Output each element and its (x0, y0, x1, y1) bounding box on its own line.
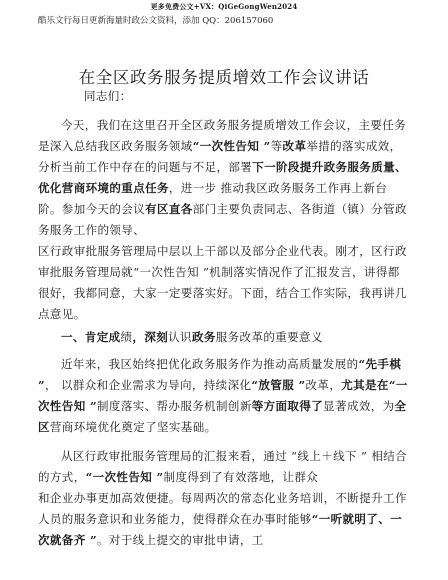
paragraph-3: 近年来，我区始终把优化政务服务作为推动高质量发展的“先手棋 ”， 以群众和企业需求为导向，持续深化“放管服 ”改革，尤其是在“一次性告知 ”制度落实、帮办服务机制创新等方面取得了显著成效，为全区营商环境优化奠定了坚实基础。 (38, 357, 408, 434)
bold-phrase: 全区 (38, 399, 407, 434)
bold-phrase: “一次性告知 ” (85, 470, 164, 484)
bold-phrase: 等方面取得了 (251, 399, 324, 413)
paragraph-5: 和企业办事更加高效便捷。每周两次的常态化业务培训，不断提升工作人员的服务意识和业务能力，使得群众在办事时能够“一听就明了、一次就备齐 ”。对于线上提交的审批申请，工 (38, 491, 407, 547)
paragraph-2: 区行政审批服务管理局中层以上干部以及部分企业代表。刚才，区行政审批服务管理局就“一次性告知 ”机制落实情况作了汇报发言，讲得都很好，我都同意，大家一定要落实好。下面，结合工作实际，我再讲几点意见。 (38, 244, 407, 321)
bold-phrase: 下一阶段提升政务服务质量、优化营商环境的重点任务 (38, 160, 407, 195)
greeting: 同志们： (84, 89, 132, 103)
paragraph-1: 今天，我们在这里召开全区政务服务提质增效工作会议，主要任务是深入总结我区政务服务领域“一次性告知 ”等改革举措的落实成效，分析当前工作中存在的问题与不足，部署下一阶段提升政务服务质量、优化营商环境的重点任务，进一步 推动我区政务服务工作再上新台阶。参加今天的会议有区直各部门主要负责同志、各街道（镇）分管政务服务工作的领导、 (38, 118, 407, 237)
bold-phrase: “一听就明了、一次就备齐 ” (38, 512, 403, 547)
bold-phrase: 尤其是在“一次性告知 ” (38, 378, 408, 413)
document-title: 在全区政务服务提质增效工作会议讲话 (78, 68, 370, 87)
bold-phrase: “先手棋 ” (38, 357, 402, 392)
bold-phrase: 改革 (282, 139, 307, 153)
bold-phrase: “放管服 ” (251, 378, 306, 392)
header-note: 酷乐文行每日更新海量时政公文资料，添加 QQ：206157060 (38, 16, 274, 26)
document-body (38, 86, 410, 551)
section-heading: 一、肯定成绩，深刻认识政务服务改革的重要意义 (61, 330, 323, 344)
paragraph-4: 从区行政审批服务管理局的汇报来看，通过 “线上＋线下 ” 相结合的方式，“一次性告知 ”制度得到了有效落地，让群众 (38, 449, 408, 484)
bold-phrase: 有区直各 (145, 202, 193, 216)
bold-phrase: “一次性告知 ” (192, 139, 271, 153)
promo-banner: 更多免费公文+VX：QiGeGongWen2024 (150, 2, 298, 11)
